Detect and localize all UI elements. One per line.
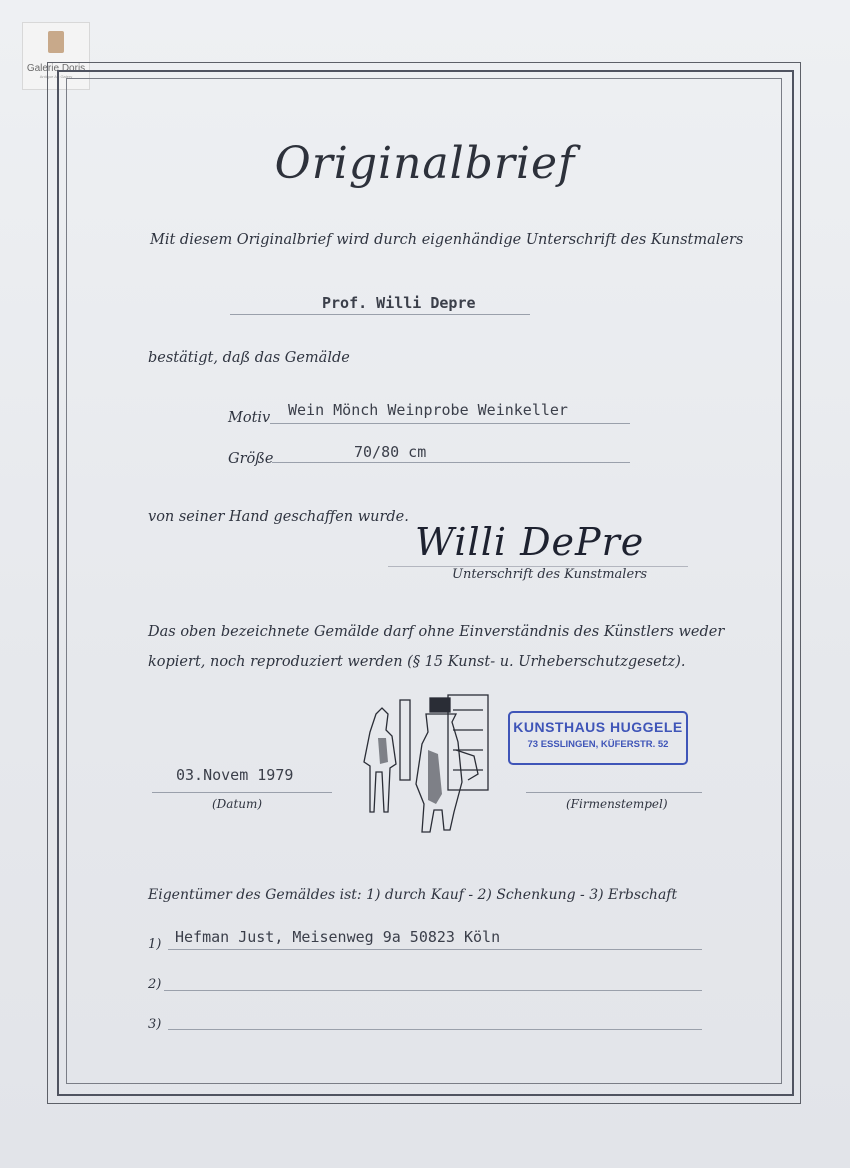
gallery-logo-name: Galerie Doris [26,63,86,74]
owner-3-line [168,1029,702,1030]
owner-1-number: 1) [148,937,162,952]
stamp-line2: 73 ESSLINGEN, KÜFERSTR. 52 [527,739,669,750]
monk-illustration [348,690,498,860]
stamp-caption: (Firmenstempel) [566,797,668,811]
groesse-line [272,462,630,463]
artist-name: Prof. Willi Depre [322,294,476,312]
artist-signature: Willi DePre [415,520,645,564]
date-caption: (Datum) [212,797,263,811]
price-tag-icon [48,31,64,53]
company-stamp [508,711,688,765]
date-value: 03.Novem 1979 [176,766,294,784]
motiv-value: Wein Mönch Weinprobe Weinkeller [288,401,568,419]
intro-text: Mit diesem Originalbrief wird durch eigenhändige Unterschrift des Kunstmalers [150,232,744,248]
confirms-text: bestätigt, daß das Gemälde [148,350,350,366]
document-title: Originalbrief [274,138,576,189]
owner-2-number: 2) [148,977,162,992]
stamp-line [526,792,702,793]
groesse-label: Größe [228,451,274,467]
stamp-line1: KUNSTHAUS HUGGELE [513,719,683,735]
created-text: von seiner Hand geschaffen wurde. [148,509,409,525]
owner-1-value: Hefman Just, Meisenweg 9a 50823 Köln [175,928,501,946]
motiv-line [270,423,630,424]
artist-line [230,314,530,315]
owner-3-number: 3) [148,1017,162,1032]
owner-1-line [168,949,702,950]
gallery-logo-tagline: Antique Art Galery [39,74,73,79]
legal-text-line1: Das oben bezeichnete Gemälde darf ohne Einverständnis des Künstlers weder [148,624,725,640]
signature-caption: Unterschrift des Kunstmalers [452,567,648,582]
owner-2-line [164,990,702,991]
legal-text-line2: kopiert, noch reproduziert werden (§ 15 Kunst- u. Urheberschutzgesetz). [148,654,686,670]
date-line [152,792,332,793]
groesse-value: 70/80 cm [354,443,427,461]
motiv-label: Motiv [228,410,271,426]
owner-heading: Eigentümer des Gemäldes ist: 1) durch Kauf - 2) Schenkung - 3) Erbschaft [148,887,678,903]
